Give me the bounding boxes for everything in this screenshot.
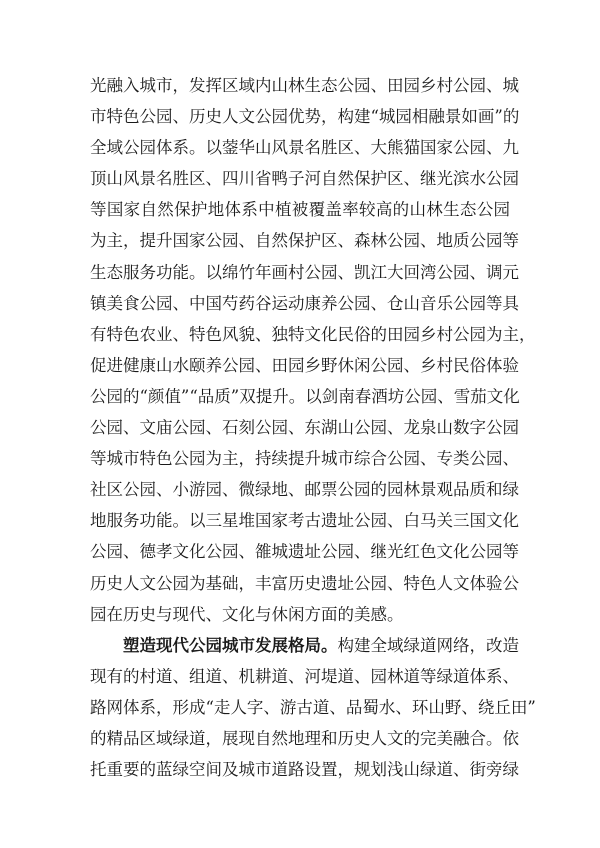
text-line: 的精品区域绿道，展现自然地理和历史人文的完美融合。依: [90, 728, 519, 748]
text-line: 市特色公园、历史人文公园优势，构建“城园相融景如画”的: [90, 107, 520, 127]
body-text: [90, 70, 536, 785]
text-line: [90, 630, 519, 661]
text-line: 等城市特色公园为主，持续提升城市综合公园、专类公园、: [90, 449, 519, 469]
text-line: 园在历史与现代、文化与休闲方面的美感。: [90, 604, 404, 624]
text-line: 为主，提升国家公园、自然保护区、森林公园、地质公园等: [90, 231, 519, 251]
text-line: 社区公园、小游园、微绿地、邮票公园的园林景观品质和绿: [90, 480, 519, 500]
text-line: 镇美食公园、中国芍药谷运动康养公园、仓山音乐公园等具: [90, 293, 519, 313]
text-line: 生态服务功能。以绵竹年画村公园、凯江大回湾公园、调元: [90, 262, 519, 282]
text-line: 托重要的蓝绿空间及城市道路设置，规划浅山绿道、街旁绿: [90, 760, 519, 780]
text-line: 历史人文公园为基础，丰富历史遗址公园、特色人文体验公: [90, 573, 519, 593]
text-line: 有特色农业、特色风貌、独特文化民俗的田园乡村公园为主，: [90, 324, 536, 344]
text-line: 光融入城市，发挥区域内山林生态公园、田园乡村公园、城: [90, 76, 519, 95]
text-line: 公园、文庙公园、石刻公园、东湖山公园、龙泉山数字公园: [90, 418, 519, 438]
text-line: 现有的村道、组道、机耕道、河堤道、园林道等绿道体系、: [90, 666, 519, 686]
text-line: 公园的“颜值”“品质”双提升。以剑南春酒坊公园、雪茄文化: [90, 386, 520, 406]
text-line: 路网体系，形成“走人字、游古道、品蜀水、环山野、绕丘田”: [90, 697, 536, 717]
text-line: 等国家自然保护地体系中植被覆盖率较高的山林生态公园: [90, 200, 510, 220]
text-line: 地服务功能。以三星堆国家考古遗址公园、白马关三国文化: [90, 511, 519, 531]
paragraph-2: [90, 630, 536, 785]
paragraph-heading: 塑造现代公园城市发展格局。: [123, 635, 338, 655]
text-span: 构建全域绿道网络，改造: [337, 635, 519, 655]
text-line: 公园、德孝文化公园、雒城遗址公园、继光红色文化公园等: [90, 542, 519, 562]
text-line: 促进健康山水颐养公园、田园乡野休闲公园、乡村民俗体验: [90, 355, 519, 375]
text-line: 顶山风景名胜区、四川省鸭子河自然保护区、继光滨水公园: [90, 169, 519, 189]
paragraph-1: [90, 70, 536, 630]
text-line: 全域公园体系。以蓥华山风景名胜区、大熊猫国家公园、九: [90, 138, 519, 158]
